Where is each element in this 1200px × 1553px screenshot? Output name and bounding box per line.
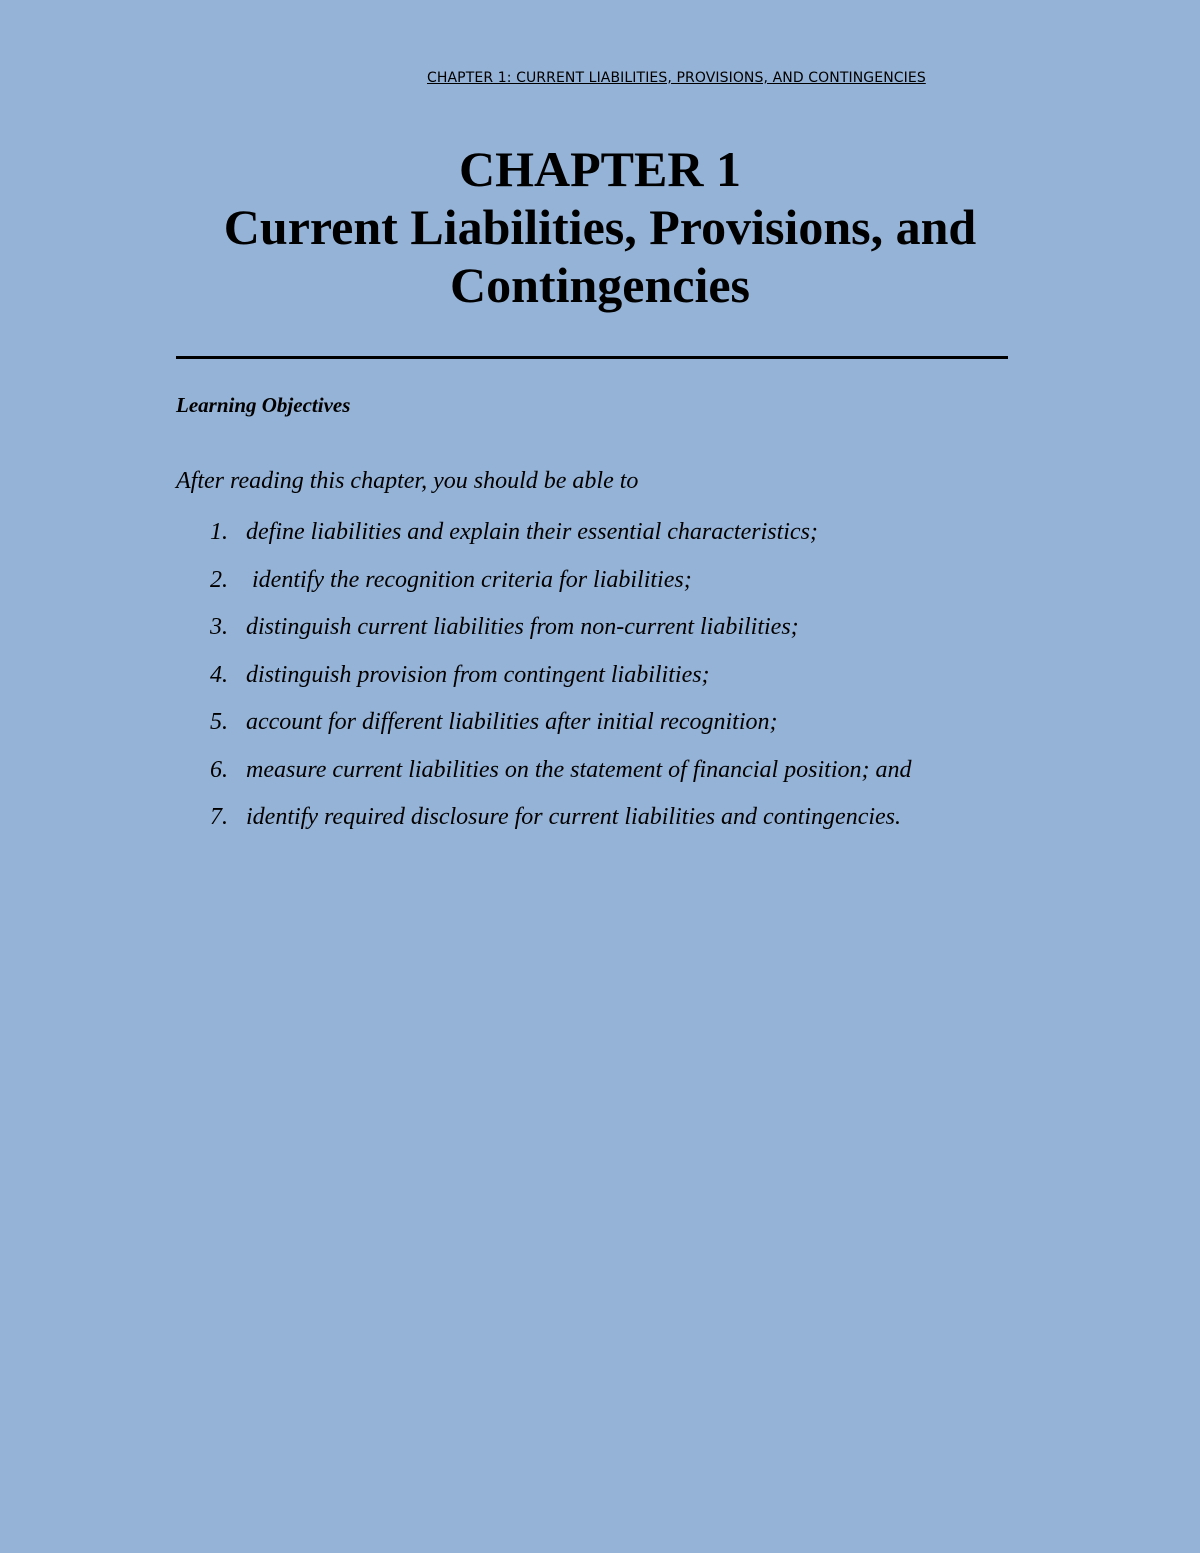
objective-item <box>210 610 911 658</box>
learning-objectives-heading: Learning Objectives <box>176 393 351 417</box>
objective-item <box>210 800 911 848</box>
objective-number: 2. <box>210 566 228 593</box>
chapter-number: CHAPTER 1 <box>459 141 741 197</box>
chapter-title-line-2: Contingencies <box>450 257 750 313</box>
objective-text: identify the recognition criteria for liabilities; <box>246 566 692 593</box>
objective-number: 1. <box>210 519 228 545</box>
objective-text: define liabilities and explain their essential characteristics; <box>246 519 818 545</box>
objective-item <box>210 705 911 753</box>
objective-item <box>210 563 911 611</box>
objective-item <box>210 658 911 706</box>
objective-number: 3. <box>210 614 228 640</box>
objective-item <box>210 753 911 801</box>
objective-text: distinguish provision from contingent liabilities; <box>246 661 710 688</box>
objective-number: 4. <box>210 661 228 688</box>
objective-number: 6. <box>210 756 228 783</box>
objective-text: distinguish current liabilities from non-current liabilities; <box>246 614 799 640</box>
objective-item <box>210 515 911 563</box>
objective-text: account for different liabilities after initial recognition; <box>246 709 778 735</box>
learning-objectives-list <box>210 515 911 848</box>
chapter-title <box>0 140 1200 314</box>
horizontal-rule <box>176 356 1008 359</box>
learning-objectives-intro: After reading this chapter, you should be able to <box>176 468 639 494</box>
objective-text: measure current liabilities on the statement of financial position; and <box>246 756 912 783</box>
objective-number: 5. <box>210 709 228 735</box>
running-header: CHAPTER 1: CURRENT LIABILITIES, PROVISIONS, AND CONTINGENCIES <box>427 70 926 86</box>
objective-number: 7. <box>210 804 228 830</box>
objective-text: identify required disclosure for current liabilities and contingencies. <box>246 804 902 830</box>
chapter-title-line-1: Current Liabilities, Provisions, and <box>223 199 977 255</box>
